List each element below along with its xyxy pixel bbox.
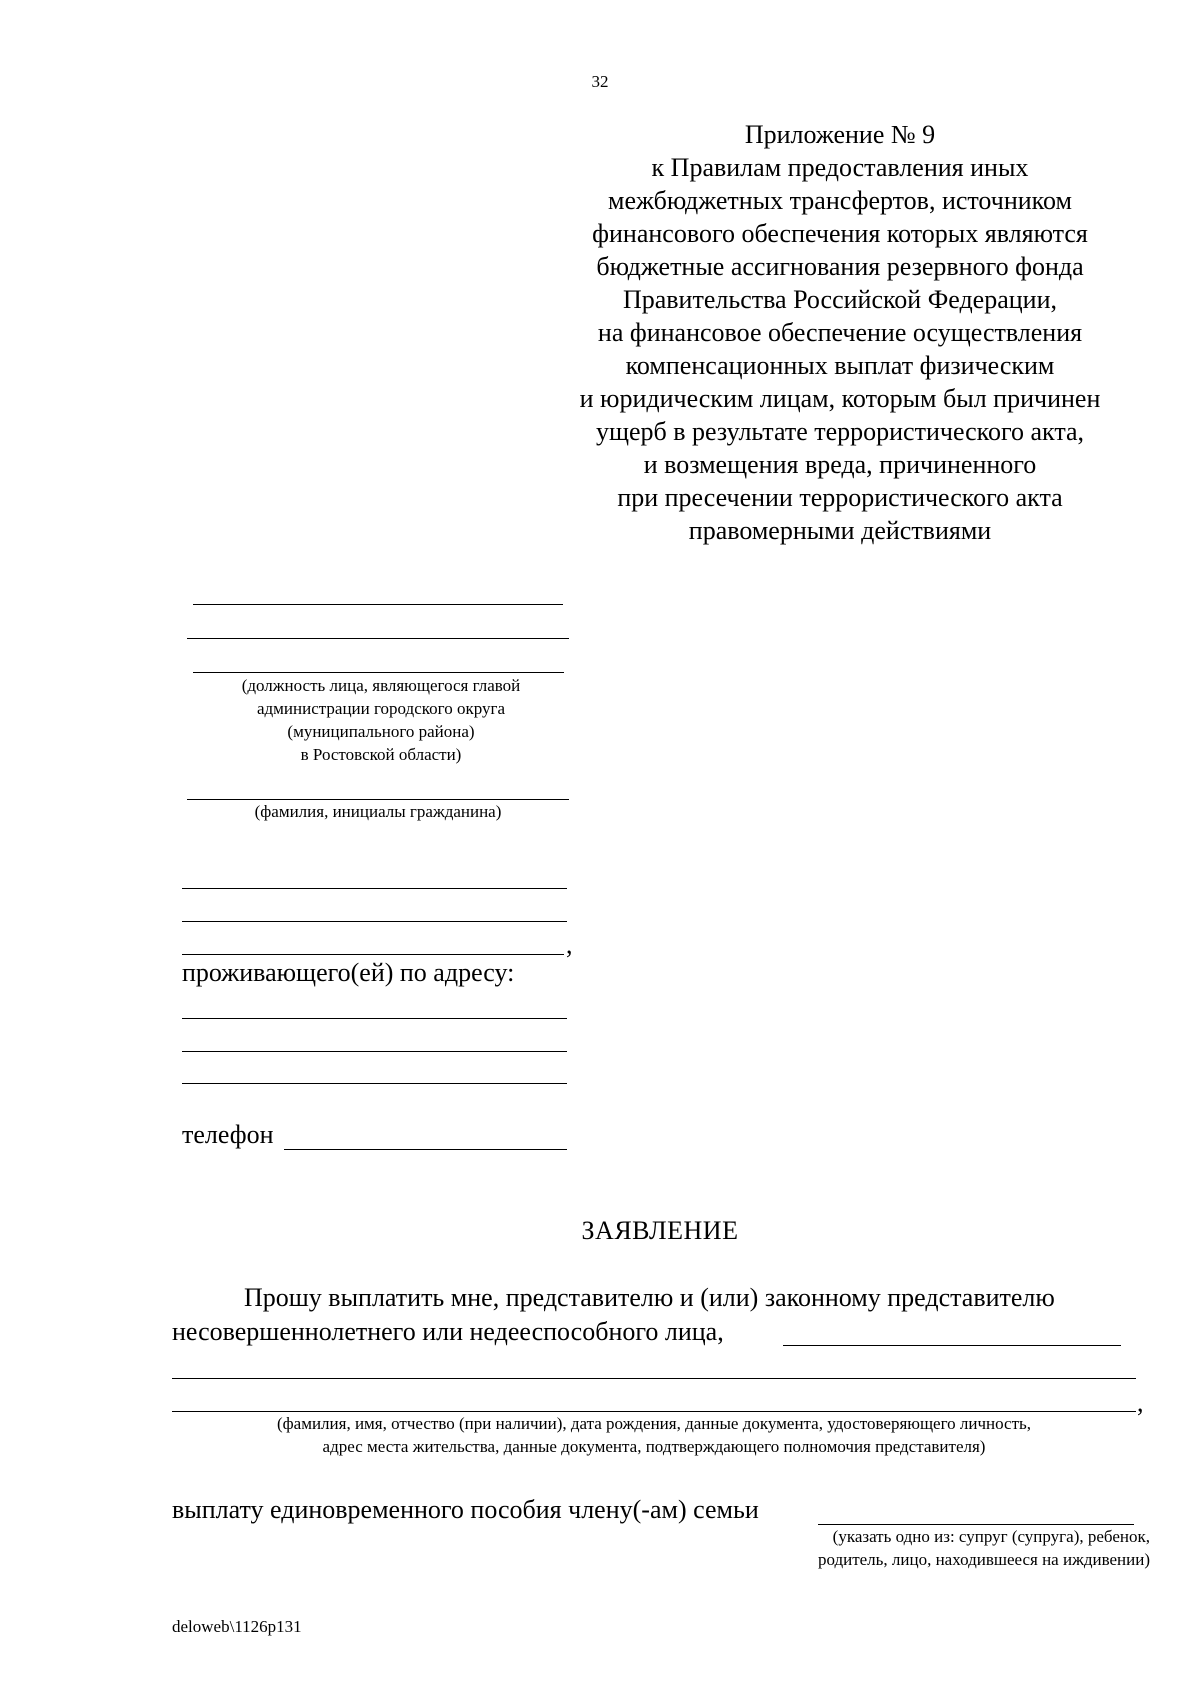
preface-line: межбюджетных трансфертов, источником: [608, 186, 1072, 215]
appendix-preface: [540, 118, 1140, 547]
person-details-caption: (фамилия, имя, отчество (при наличии), дата рождения, данные документа, удостоверяющего личность, адрес места жительства, данные документа, подтверждающего полномочия представителя): [276, 1414, 1032, 1456]
phone-field-line[interactable]: [284, 1149, 567, 1150]
page-number: 32: [591, 72, 609, 91]
address-field-line[interactable]: [182, 1083, 567, 1084]
person-field-line[interactable]: [783, 1345, 1121, 1346]
preface-line: на финансовое обеспечение осуществления: [597, 318, 1083, 347]
document-title: ЗАЯВЛЕНИЕ: [581, 1216, 739, 1245]
position-field-line[interactable]: [193, 604, 563, 605]
position-caption: (должность лица, являющегося главой администрации городского округа (муниципального района) в Ростовской области): [241, 676, 521, 764]
preface-line: ущерб в результате террористического акта,: [595, 417, 1085, 446]
person-details-comma: ,: [1137, 1388, 1144, 1417]
request-line-1: Прошу выплатить мне, представителю и (или) законному представителю: [244, 1283, 1055, 1312]
person-details-line[interactable]: [172, 1378, 1136, 1379]
preface-line: компенсационных выплат физическим: [625, 351, 1055, 380]
applicant-name-line[interactable]: [182, 921, 567, 922]
preface-line: при пресечении террористического акта: [617, 483, 1063, 512]
position-field-line[interactable]: [187, 638, 569, 639]
position-field-line[interactable]: [193, 672, 564, 673]
applicant-name-line[interactable]: [182, 888, 567, 889]
document-code: deloweb\1126р131: [172, 1617, 302, 1636]
address-field-line[interactable]: [182, 1051, 567, 1052]
family-member-caption: (указать одно из: супруг (супруга), ребенок, родитель, лицо, находившееся на иждивении): [817, 1527, 1150, 1569]
applicant-name-line[interactable]: [182, 954, 564, 955]
residence-label: проживающего(ей) по адресу:: [182, 958, 515, 987]
preface-line: Правительства Российской Федерации,: [622, 285, 1058, 314]
preface-line: и возмещения вреда, причиненного: [643, 450, 1037, 479]
preface-line: бюджетные ассигнования резервного фонда: [596, 252, 1084, 281]
preface-line: к Правилам предоставления иных: [651, 153, 1029, 182]
preface-line: и юридическим лицам, которым был причинен: [579, 384, 1101, 413]
preface-line: финансового обеспечения которых являются: [592, 219, 1088, 248]
payment-text: выплату единовременного пособия члену(-ам) семьи: [172, 1495, 759, 1524]
address-field-line[interactable]: [182, 1018, 567, 1019]
request-line-2: несовершеннолетнего или недееспособного лица,: [172, 1317, 724, 1346]
name-caption: (фамилия, инициалы гражданина): [254, 802, 502, 821]
phone-label: телефон: [182, 1120, 274, 1149]
preface-line: Приложение № 9: [744, 120, 936, 149]
applicant-comma: ,: [566, 930, 573, 959]
preface-line: правомерными действиями: [688, 516, 992, 545]
